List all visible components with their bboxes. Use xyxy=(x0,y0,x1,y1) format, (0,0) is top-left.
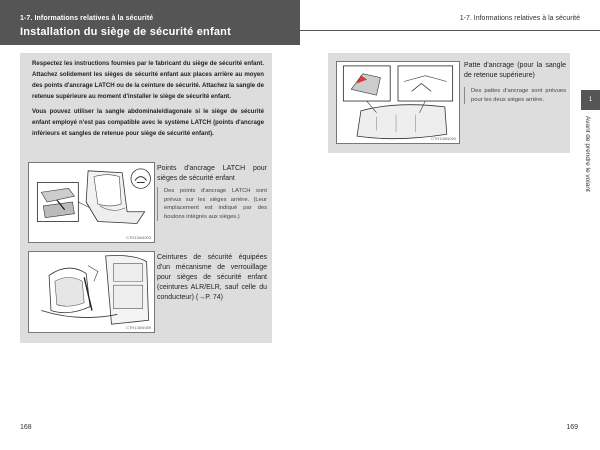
intro-paragraph-1: Respectez les instructions fournies par le fabricant du siège de sécurité enfant. Attachez solidement les sièges de sécurité enfant aux places arrière au moyen des points d'ancrage LATCH ou de la ceinture de sécurité. Attachez la sangle de retenue supérieure au moment d'installer le siège de sécurité enfant. xyxy=(32,60,264,100)
tether-caption: Patte d'ancrage (pour la sangle de retenue supérieure) xyxy=(464,62,566,79)
figure-code: CTH13AN089 xyxy=(126,325,151,330)
seatbelt-caption: Ceintures de sécurité équipées d'un mécanisme de verrouillage pour sièges de sécurité enfant (ceintures ALR/ELR, sauf celle du conducteur) (→P. 74) xyxy=(157,254,267,301)
intro-paragraph-2: Vous pouvez utiliser la sangle abdominale/diagonale si le siège de sécurité enfant employé n'est pas compatible avec le système LATCH (points d'ancrage inférieurs et sangles de retenue pour siège de sécurité enfant). xyxy=(32,108,264,137)
content-panel-left xyxy=(20,53,272,343)
figure-code: CTH13AN003 xyxy=(126,235,151,240)
latch-note: Des points d'ancrage LATCH sont prévus sur les sièges arrière. (Leur emplacement est indiqué par des boutons intégrés aux sièges.) xyxy=(157,187,267,221)
chapter-tab-label: Avant de prendre le volant xyxy=(584,116,591,192)
tether-anchor-drawing xyxy=(337,62,459,143)
header-rule xyxy=(300,30,600,31)
header-right xyxy=(300,0,600,45)
page-number-right: 169 xyxy=(566,424,578,431)
figure-code: CTH13AN090 xyxy=(431,136,456,141)
section-label-right: 1-7. Informations relatives à la sécurité xyxy=(459,15,580,22)
latch-caption: Points d'ancrage LATCH pour sièges de sécurité enfant xyxy=(157,165,267,182)
chapter-tab-number: 1 xyxy=(581,90,600,110)
tether-note: Des pattes d'ancrage sont prévues pour les deux sièges arrière. xyxy=(464,87,566,104)
latch-anchor-illustration xyxy=(28,162,155,243)
page-number-left: 168 xyxy=(20,424,32,431)
tether-anchor-illustration xyxy=(336,61,460,144)
section-label-left: 1-7. Informations relatives à la sécurité xyxy=(20,15,154,22)
latch-anchor-drawing xyxy=(29,163,154,242)
seatbelt-illustration xyxy=(28,251,155,333)
intro-text xyxy=(32,58,264,143)
header-left xyxy=(0,0,300,45)
content-panel-right xyxy=(328,53,570,153)
page-title: Installation du siège de sécurité enfant xyxy=(20,26,231,38)
seatbelt-drawing xyxy=(29,252,154,332)
